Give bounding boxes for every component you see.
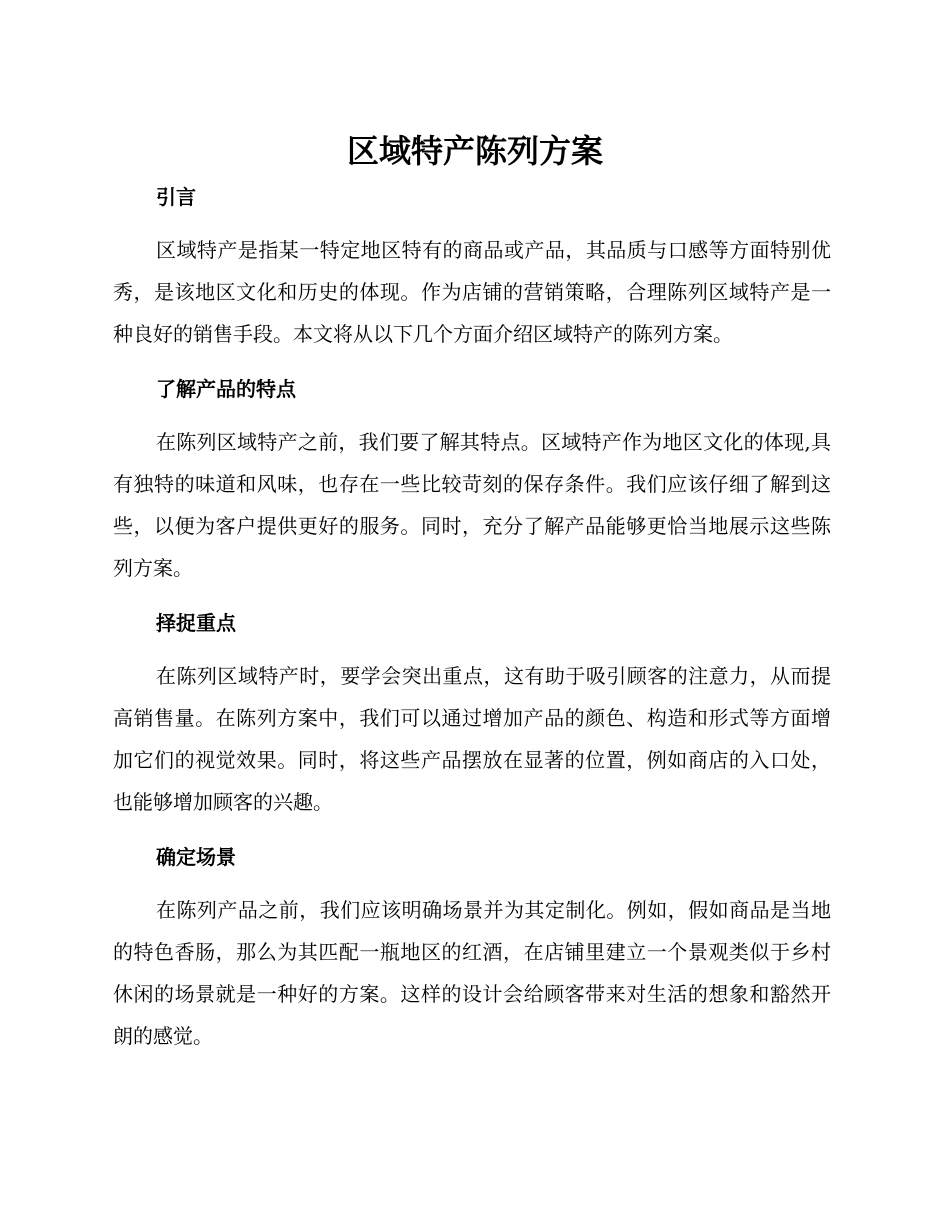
section-paragraph-scene: 在陈列产品之前，我们应该明确场景并为其定制化。例如，假如商品是当地的特色香肠，那么为其匹配一瓶地区的红酒，在店铺里建立一个景观类似于乡村休闲的场景就是一种好的方案。这样的设计会给顾客带来对生活的想象和豁然开朗的感觉。 bbox=[113, 898, 831, 1048]
section-heading-product-features: 了解产品的特点 bbox=[156, 377, 296, 401]
document-body bbox=[113, 180, 831, 1057]
section-heading-introduction: 引言 bbox=[156, 185, 196, 209]
section-paragraph-key-points: 在陈列区域特产时，要学会突出重点，这有助于吸引顾客的注意力，从而提高销售量。在陈列方案中，我们可以通过增加产品的颜色、构造和形式等方面增加它们的视觉效果。同时，将这些产品摆放在显著的位置，例如商店的入口处，也能够增加顾客的兴趣。 bbox=[113, 664, 831, 814]
section-heading-scene: 确定场景 bbox=[156, 845, 236, 869]
section-paragraph-product-features: 在陈列区域特产之前，我们要了解其特点。区域特产作为地区文化的体现,具有独特的味道和风味，也存在一些比较苛刻的保存条件。我们应该仔细了解到这些，以便为客户提供更好的服务。同时，充分了解产品能够更恰当地展示这些陈列方案。 bbox=[113, 430, 831, 580]
document-title: 区域特产陈列方案 bbox=[346, 132, 603, 170]
section-paragraph-introduction: 区域特产是指某一特定地区特有的商品或产品，其品质与口感等方面特别优秀，是该地区文化和历史的体现。作为店铺的营销策略，合理陈列区域特产是一种良好的销售手段。本文将从以下几个方面介绍区域特产的陈列方案。 bbox=[113, 238, 831, 346]
section-heading-key-points: 择捉重点 bbox=[156, 611, 236, 635]
